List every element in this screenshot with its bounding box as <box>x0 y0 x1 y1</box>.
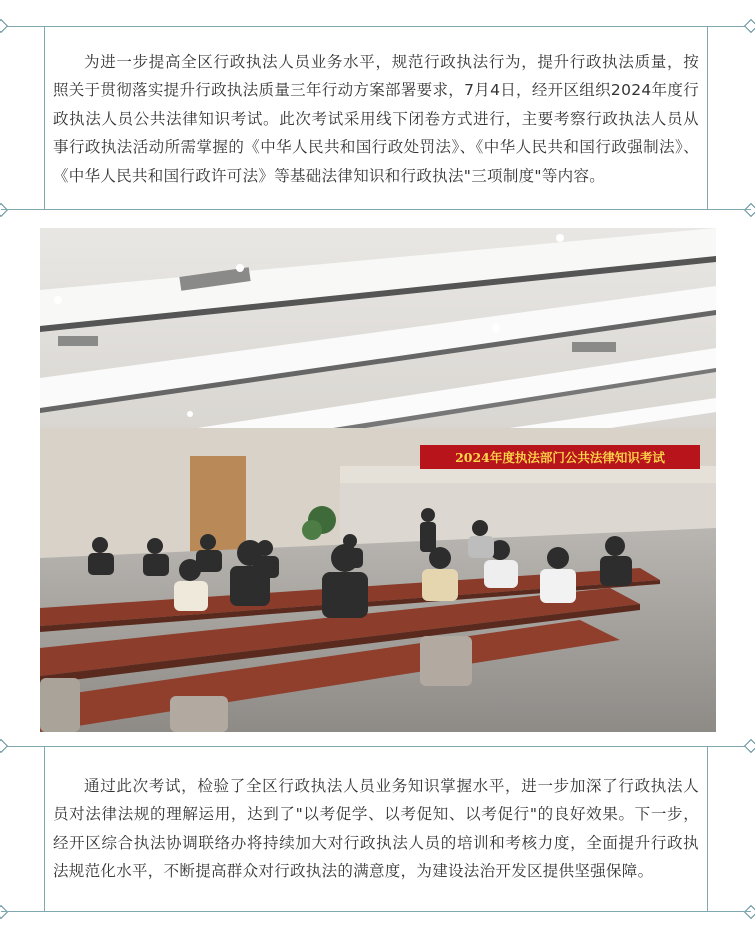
frame-corner-diamond-icon <box>744 905 755 919</box>
frame-corner-diamond-icon <box>744 739 755 753</box>
frame-corner-diamond-icon <box>744 203 755 217</box>
frame-corner-diamond-icon <box>0 739 8 753</box>
intro-text-frame <box>44 26 708 210</box>
conclusion-text-frame <box>44 746 708 912</box>
conclusion-paragraph: 通过此次考试，检验了全区行政执法人员业务知识掌握水平，进一步加深了行政执法人员对法律法规的理解运用，达到了"以考促学、以考促知、以考促行"的良好效果。下一步，经开区综合执法协调联络办将持续加大对行政执法人员的培训和考核力度，全面提升行政执法规范化水平，不断提高群众对行政执法的满意度，为建设法治开发区提供坚强保障。 <box>53 776 699 881</box>
frame-corner-diamond-icon <box>744 19 755 33</box>
exam-banner <box>420 445 700 469</box>
exam-banner-text: 2024年度执法部门公共法律知识考试 <box>455 450 665 465</box>
frame-corner-diamond-icon <box>0 203 8 217</box>
frame-corner-diamond-icon <box>0 19 8 33</box>
exam-hall-photo <box>40 228 716 732</box>
frame-corner-diamond-icon <box>0 905 8 919</box>
intro-paragraph: 为进一步提高全区行政执法人员业务水平，规范行政执法行为，提升行政执法质量，按照关于贯彻落实提升行政执法质量三年行动方案部署要求，7月4日，经开区组织2024年度行政执法人员公共法律知识考试。此次考试采用线下闭卷方式进行，主要考察行政执法人员从事行政执法活动所需掌握的《中华人民共和国行政处罚法》、《中华人民共和国行政强制法》、《中华人民共和国行政许可法》等基础法律知识和行政执法"三项制度"等内容。 <box>53 52 699 185</box>
